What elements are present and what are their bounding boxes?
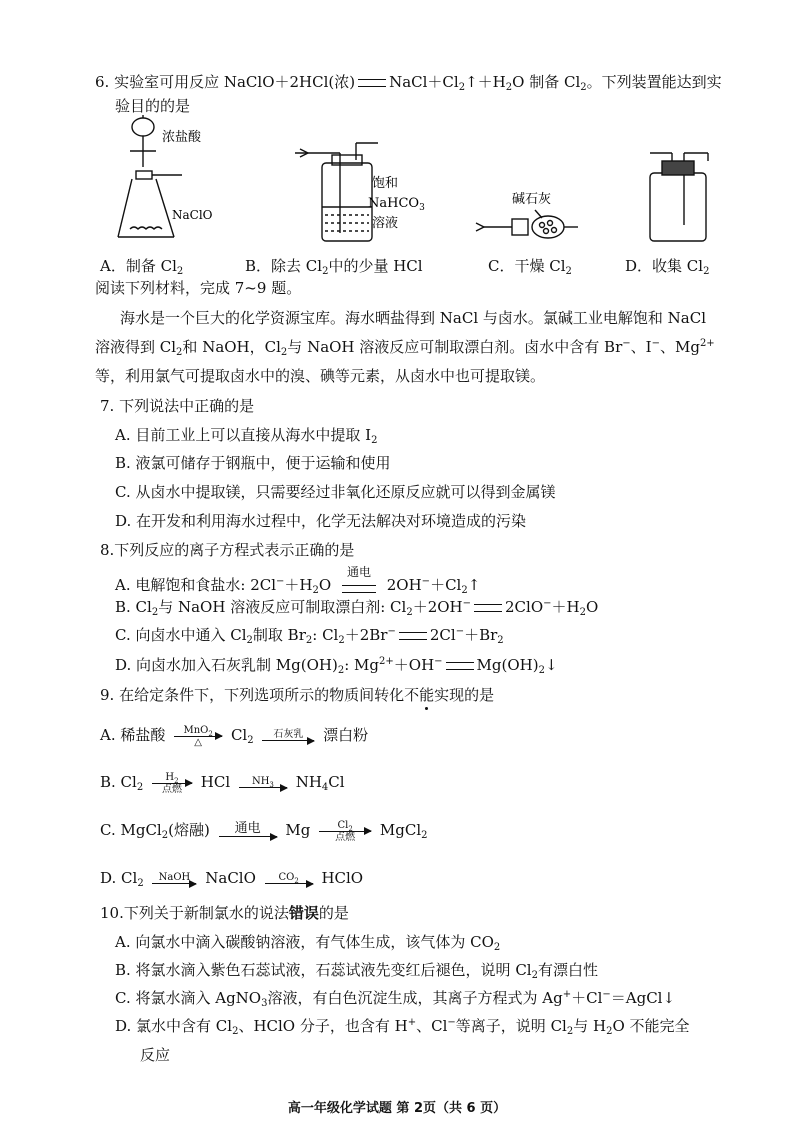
label-soda-lime: 碱石灰 bbox=[512, 192, 552, 207]
q6-apparatus-figures bbox=[110, 115, 750, 250]
q10-stem: 10.下列关于新制氯水的说法错误的是 bbox=[100, 904, 349, 922]
q8-option-c: C. 向卤水中通入 $Cl_2$制取 $Br_2$: $Cl_2+2Br^-$ $2Cl^-+Br_2$ bbox=[115, 626, 504, 646]
apparatus-b-wash-bottle bbox=[295, 143, 378, 241]
reading-para-line3: 等，利用氯气可提取卤水中的溴、碘等元素，从卤水中也可提取镁。 bbox=[95, 367, 546, 385]
q9-stem: 9. 在给定条件下，下列选项所示的物质间转化不能实现的是 bbox=[100, 686, 495, 704]
q10-option-b: B. 将氯水滴入紫色石蕊试液，石蕊试液先变红后褪色，说明 $Cl_2$有漂白性 bbox=[115, 961, 598, 981]
q8-option-a: A. 电解饱和食盐水: $2Cl^-+H_2O$ 通电 $2OH^-+Cl_2↑$ bbox=[115, 565, 481, 596]
label-solution: 溶液 bbox=[372, 216, 399, 231]
q9-option-d: D. $Cl_2$ NaOH NaClO $CO_2$ HClO bbox=[100, 869, 364, 889]
q6-line2: 验目的的是 bbox=[115, 97, 191, 115]
q7-option-c: C. 从卤水中提取镁，只需要经过非氧化还原反应就可以得到金属镁 bbox=[115, 483, 556, 501]
label-saturated: 饱和 bbox=[372, 176, 399, 191]
reading-para-line2: 溶液得到 $Cl_2$和 NaOH，$Cl_2$与 NaOH 溶液反应可制取漂白剂。卤水中含有 Br−、I−、$Mg^{2+}$ bbox=[95, 338, 715, 358]
q6-option-b: B．除去 $Cl_2$中的少量 HCl bbox=[245, 257, 423, 277]
q6-option-c: C．干燥 $Cl_2$ bbox=[488, 257, 572, 277]
reading-para-line1: 海水是一个巨大的化学资源宝库。海水晒盐得到 NaCl 与卤水。氯碱工业电解饱和 NaCl bbox=[120, 309, 706, 327]
page-footer: 高一年级化学试题 第 2页（共 6 页） bbox=[287, 1101, 507, 1116]
q9-option-a: A. 稀盐酸 MnO$_2$ △ $Cl_2$ 石灰乳 漂白粉 bbox=[100, 724, 369, 748]
q10-option-c: C. 将氯水滴入 AgNO$_3$溶液，有白色沉淀生成，其离子方程式为 Ag+＋Cl−＝AgCl↓ bbox=[115, 989, 676, 1009]
q7-stem: 7. 下列说法中正确的是 bbox=[100, 397, 255, 415]
q8-option-b: B. $Cl_2$与 NaOH 溶液反应可制取漂白剂: $Cl_2+2OH^-$ $2ClO^-+H_2O$ bbox=[115, 598, 599, 618]
reading-intro: 阅读下列材料，完成 7~9 题。 bbox=[95, 279, 302, 297]
label-naclo: NaClO bbox=[172, 208, 213, 222]
q7-option-b: B. 液氯可储存于钢瓶中，便于运输和使用 bbox=[115, 454, 391, 472]
q8-stem: 8.下列反应的离子方程式表示正确的是 bbox=[100, 541, 355, 559]
q8-option-d: D. 向卤水加入石灰乳制 $Mg(OH)_2$: $Mg^{2+}+OH^-$ $Mg(OH)_2↓$ bbox=[115, 656, 558, 676]
apparatus-d-collecting-bottle bbox=[650, 153, 708, 241]
q7-option-d: D. 在开发和利用海水过程中，化学无法解决对环境造成的污染 bbox=[115, 512, 527, 530]
label-conc-hcl: 浓盐酸 bbox=[162, 130, 202, 145]
q6-option-a: A．制备 $Cl_2$ bbox=[100, 257, 184, 277]
q10-option-a: A. 向氯水中滴入碳酸钠溶液，有气体生成，该气体为 $CO_2$ bbox=[115, 933, 501, 953]
label-nahco3: NaHCO$_3$ bbox=[368, 196, 425, 213]
apparatus-c-drying-tube bbox=[476, 210, 578, 238]
q6-line1: 6. 实验室可用反应 NaClO＋2HCl(浓) $NaCl+Cl_2↑+H_2O$ 制备 $Cl_2$。下列装置能达到实 bbox=[95, 73, 722, 93]
q10-option-d-line1: D. 氯水中含有 $Cl_2$、HClO 分子，也含有 H+、Cl−等离子，说明 $Cl_2$与 $H_2O$ 不能完全 bbox=[115, 1017, 690, 1037]
q6-option-d: D．收集 $Cl_2$ bbox=[625, 257, 710, 277]
q9-option-b: B. $Cl_2$ $H_2$ 点燃 HCl $NH_3$ $NH_4Cl$ bbox=[100, 771, 345, 795]
q10-option-d-line2: 反应 bbox=[140, 1046, 171, 1064]
q7-option-a: A. 目前工业上可以直接从海水中提取 $I_2$ bbox=[115, 426, 378, 446]
q9-option-c: C. MgCl$_2$(熔融) 通电 Mg $Cl_2$ 点燃 MgCl$_2$ bbox=[100, 819, 428, 843]
